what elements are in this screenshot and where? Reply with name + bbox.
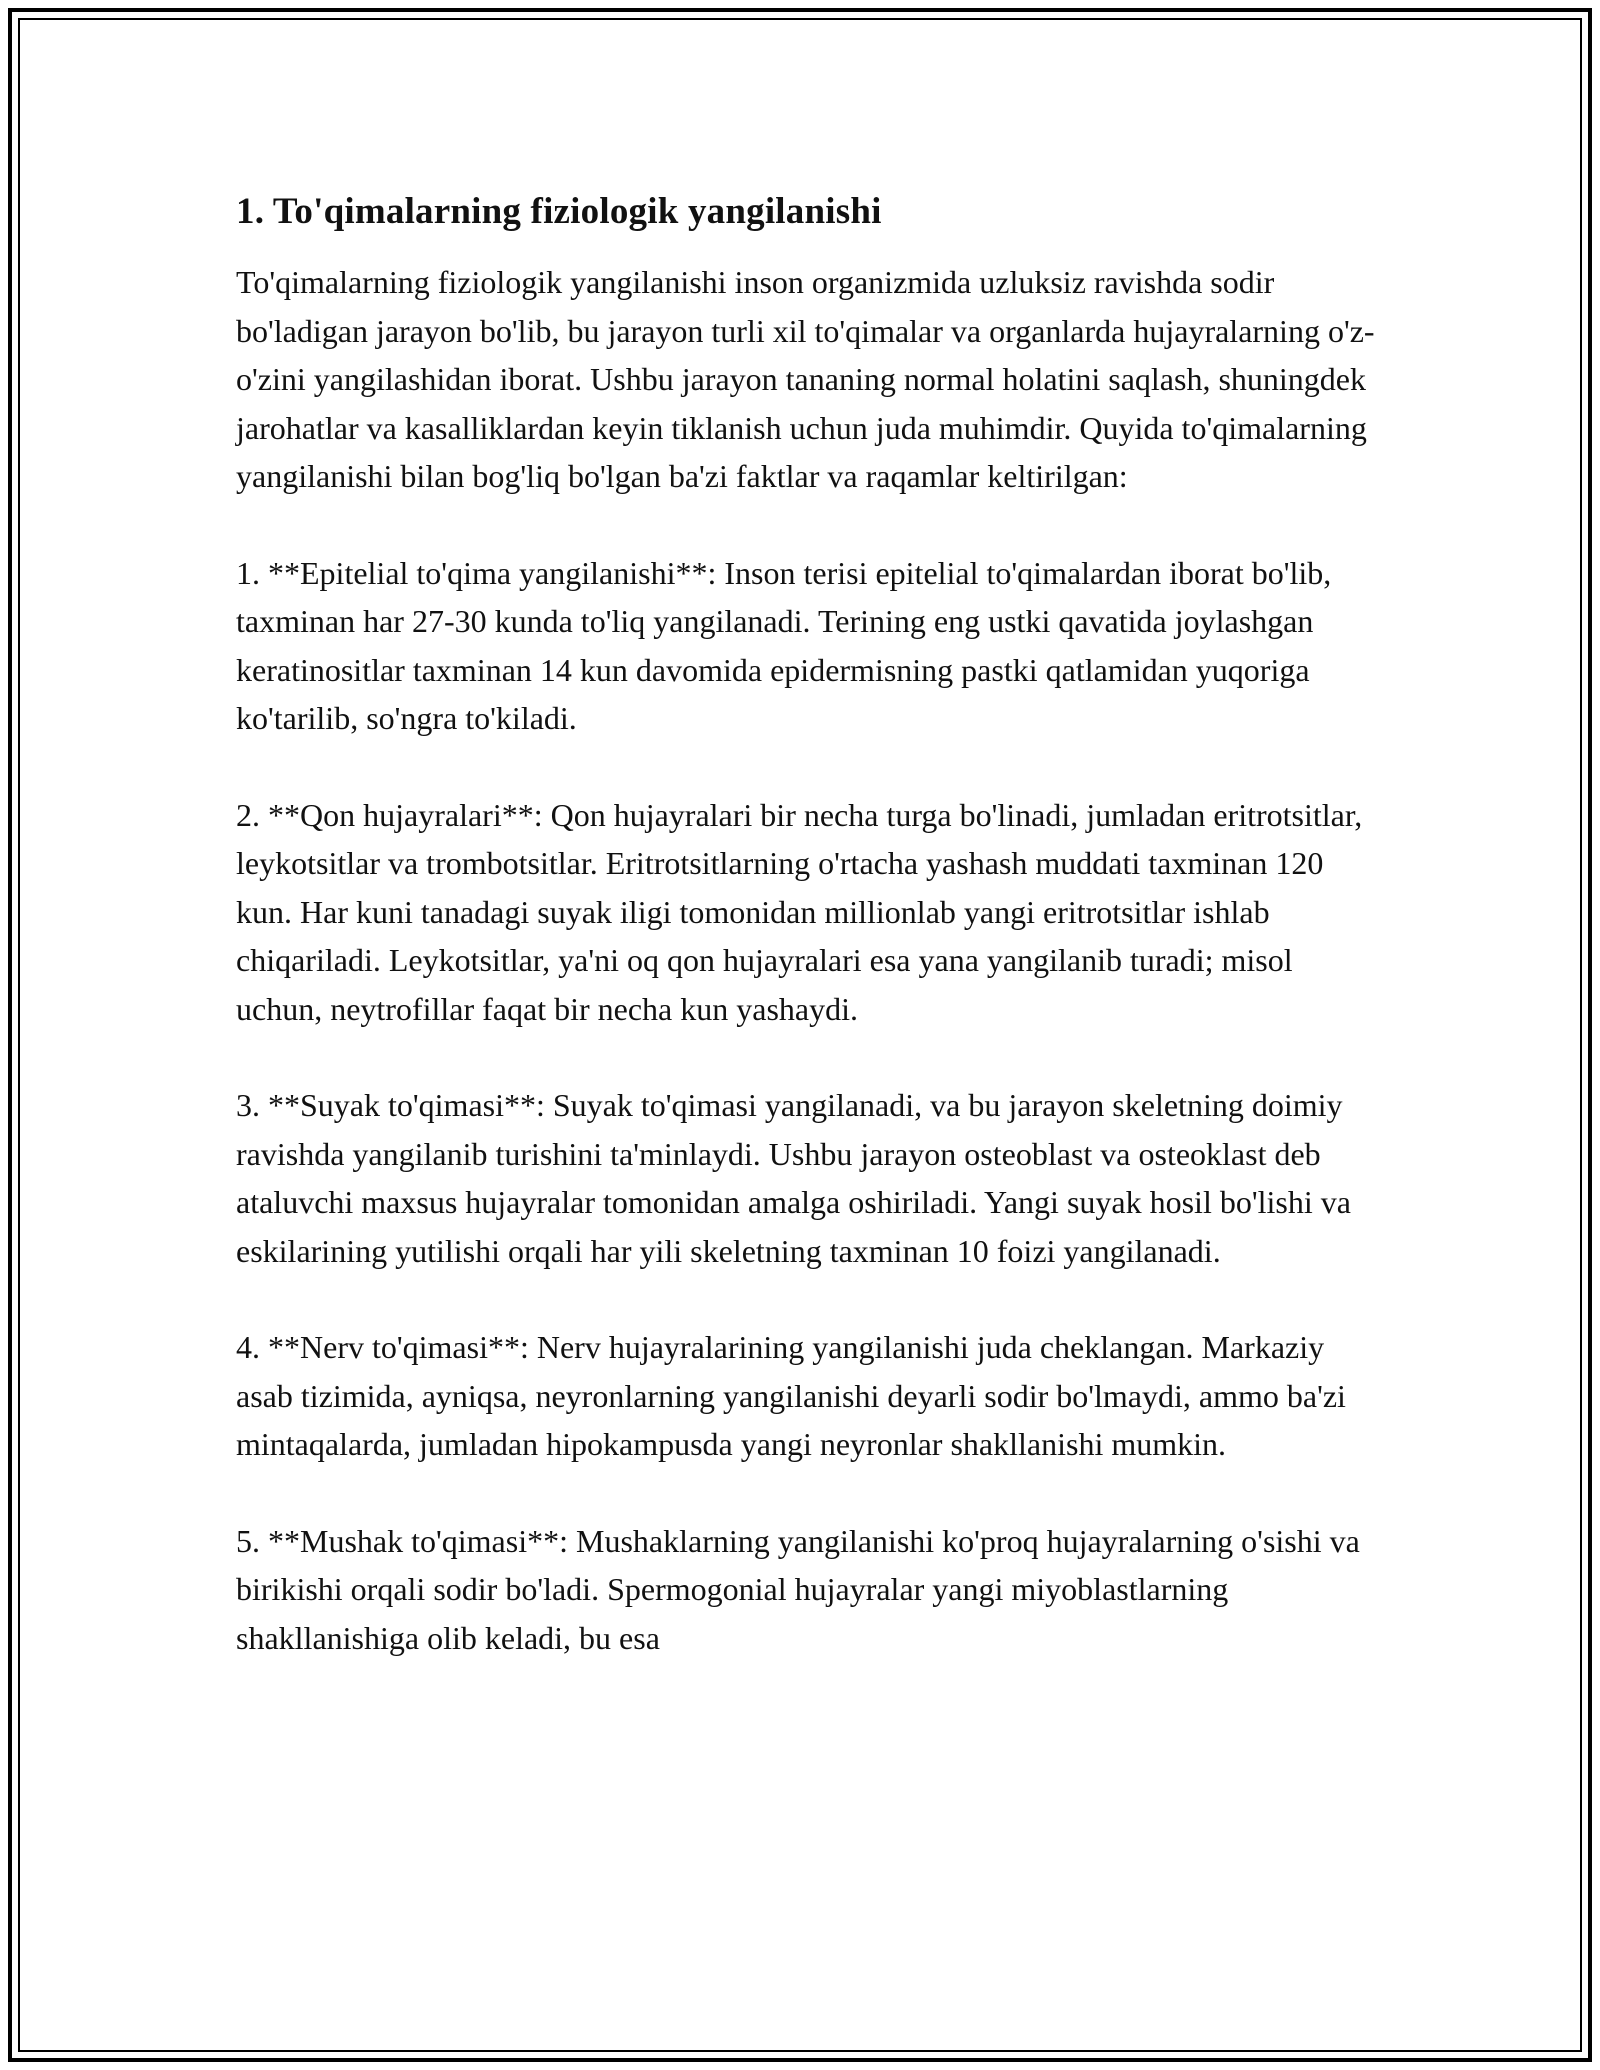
paragraph-muscle-tissue: 5. **Mushak to'qimasi**: Mushaklarning yangilanishi ko'proq hujayralarning o'sishi va birikishi orqali sodir bo'ladi. Spermogonial hujayralar yangi miyoblastlarning shakllanishiga olib keladi, bu esa	[236, 1522, 1360, 1656]
paragraph-epithelial: 1. **Epitelial to'qima yangilanishi**: Inson terisi epitelial to'qimalardan iborat bo'lib, taxminan har 27-30 kunda to'liq yangilanadi. Terining eng ustki qavatida joylashgan keratinositlar taxminan 14 kun davomida epidermisning pastki qatlamidan yuqoriga ko'tarilib, so'ngra to'kiladi.	[236, 554, 1332, 736]
paragraph-nerve-tissue: 4. **Nerv to'qimasi**: Nerv hujayralarining yangilanishi juda cheklangan. Markaziy asab tizimida, ayniqsa, neyronlarning yangilanishi deyarli sodir bo'lmaydi, ammo ba'zi mintaqalarda, jumladan hipokampusda yangi neyronlar shakllanishi mumkin.	[236, 1329, 1346, 1462]
section-heading: 1. To'qimalarning fiziologik yangilanishi	[236, 191, 882, 232]
intro-paragraph: To'qimalarning fiziologik yangilanishi inson organizmida uzluksiz ravishda sodir bo'ladigan jarayon bo'lib, bu jarayon turli xil to'qimalar va organlarda hujayralarning o'z-o'zini yangilashidan iborat. Ushbu jarayon tananing normal holatini saqlash, shuningdek jarohatlar va kasalliklardan keyin tiklanish uchun juda muhimdir. Quyida to'qimalarning yangilanishi bilan bog'liq bo'lgan ba'zi faktlar va raqamlar keltirilgan:	[236, 264, 1375, 494]
paragraph-blood-cells: 2. **Qon hujayralari**: Qon hujayralari bir necha turga bo'linadi, jumladan eritrotsitlar, leykotsitlar va trombotsitlar. Eritrotsitlarning o'rtacha yashash muddati taxminan 120 kun. Har kuni tanadagi suyak iligi tomonidan millionlab yangi eritrotsitlar ishlab chiqariladi. Leykotsitlar, ya'ni oq qon hujayralari esa yana yangilanib turadi; misol uchun, neytrofillar faqat bir necha kun yashaydi.	[236, 796, 1363, 1027]
document-body	[236, 186, 1386, 1710]
paragraph-bone-tissue: 3. **Suyak to'qimasi**: Suyak to'qimasi yangilanadi, va bu jarayon skeletning doimiy ravishda yangilanib turishini ta'minlaydi. Ushbu jarayon osteoblast va osteoklast deb ataluvchi maxsus hujayralar tomonidan amalga oshiriladi. Yangi suyak hosil bo'lishi va eskilarining yutilishi orqali har yili skeletning taxminan 10 foizi yangilanadi.	[236, 1087, 1351, 1269]
